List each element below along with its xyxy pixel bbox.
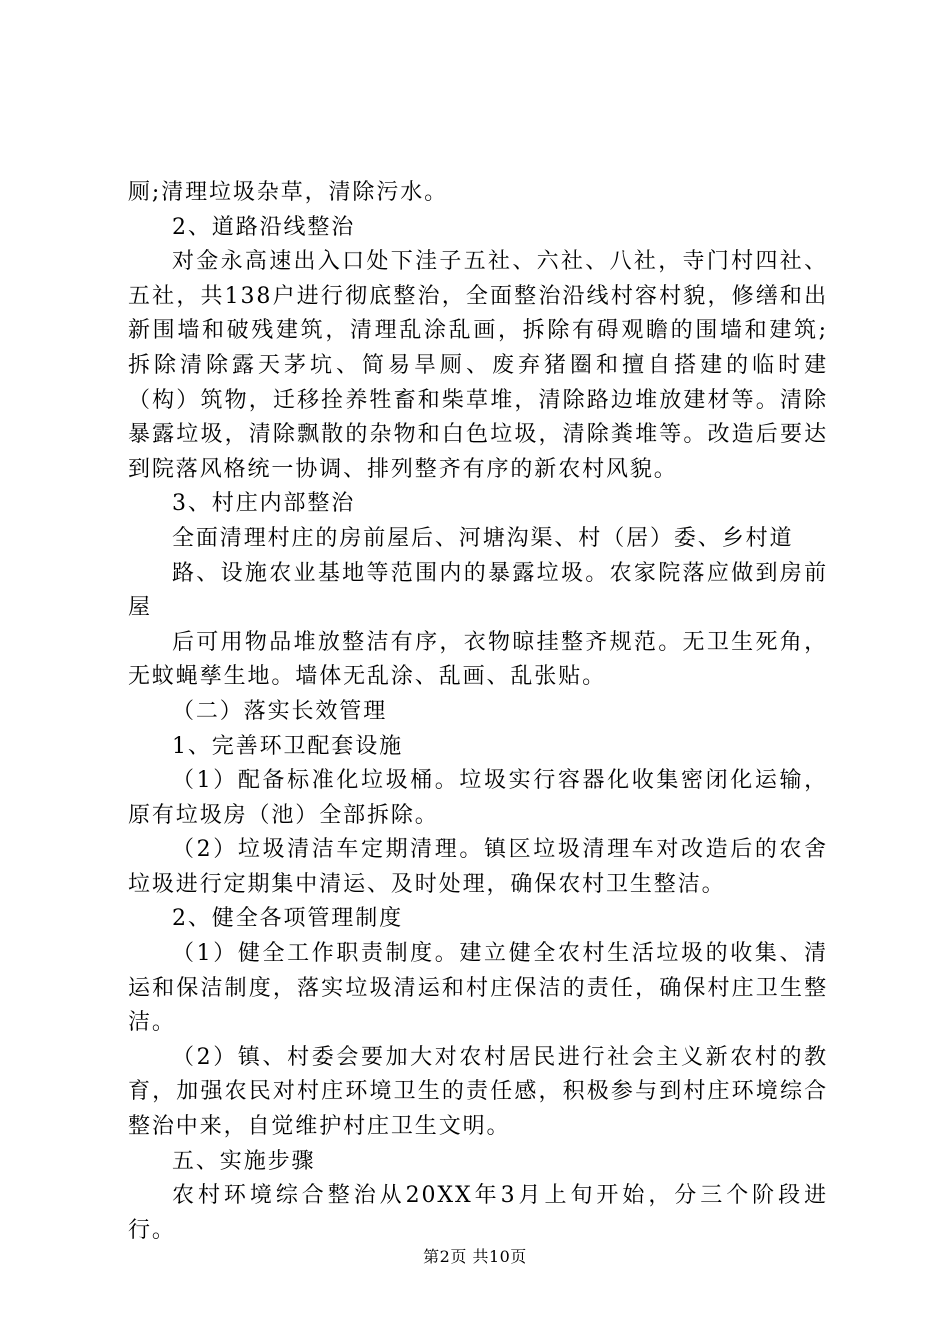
document-body — [128, 176, 828, 1248]
section-heading: 2、道路沿线整治 — [172, 214, 356, 240]
paragraph: 厕;清理垃圾杂草，清除污水。 — [128, 180, 449, 205]
paragraph: 后可用物品堆放整洁有序，衣物晾挂整齐规范。无卫生死角，无蚊蝇孳生地。墙体无乱涂、乱画、乱张贴。 — [128, 629, 828, 690]
section-heading: （二）落实长效管理 — [172, 698, 388, 724]
section-heading: 1、完善环卫配套设施 — [172, 733, 403, 759]
paragraph: （1）健全工作职责制度。建立健全农村生活垃圾的收集、清运和保洁制度，落实垃圾清运和村庄保洁的责任，确保村庄卫生整洁。 — [128, 941, 828, 1036]
paragraph: 路、设施农业基地等范围内的暴露垃圾。农家院落应做到房前屋 — [128, 560, 828, 621]
section-heading: 3、村庄内部整治 — [172, 491, 356, 517]
paragraph: 农村环境综合整治从20XX年3月上旬开始，分三个阶段进行。 — [128, 1183, 828, 1243]
page-footer: 第2页 共10页 — [423, 1247, 527, 1266]
paragraph: 全面清理村庄的房前屋后、河塘沟渠、村（居）委、乡村道 — [172, 525, 794, 551]
paragraph: （1）配备标准化垃圾桶。垃圾实行容器化收集密闭化运输，原有垃圾房（池）全部拆除。 — [128, 768, 828, 828]
paragraph: （2）镇、村委会要加大对农村居民进行社会主义新农村的教育，加强农民对村庄环境卫生的责任感，积极参与到村庄环境综合整治中来，自觉维护村庄卫生文明。 — [128, 1044, 828, 1140]
section-heading: 五、实施步骤 — [172, 1148, 316, 1174]
paragraph: （2）垃圾清洁车定期清理。镇区垃圾清理车对改造后的农舍垃圾进行定期集中清运、及时处理，确保农村卫生整洁。 — [128, 837, 828, 897]
section-heading: 2、健全各项管理制度 — [172, 906, 403, 932]
paragraph: 对金永高速出入口处下洼子五社、六社、八社，寺门村四社、五社，共138户进行彻底整治，全面整治沿线村容村貌，修缮和出新围墙和破残建筑，清理乱涂乱画，拆除有碍观瞻的围墙和建筑;拆除清除露天茅坑、简易旱厕、废弃猪圈和擅自搭建的临时建（构）筑物，迁移拴养牲畜和柴草堆，清除路边堆放建材等。清除暴露垃圾，清除飘散的杂物和白色垃圾，清除粪堆等。改造后要达到院落风格统一协调、排列整齐有序的新农村风貌。 — [128, 249, 828, 482]
